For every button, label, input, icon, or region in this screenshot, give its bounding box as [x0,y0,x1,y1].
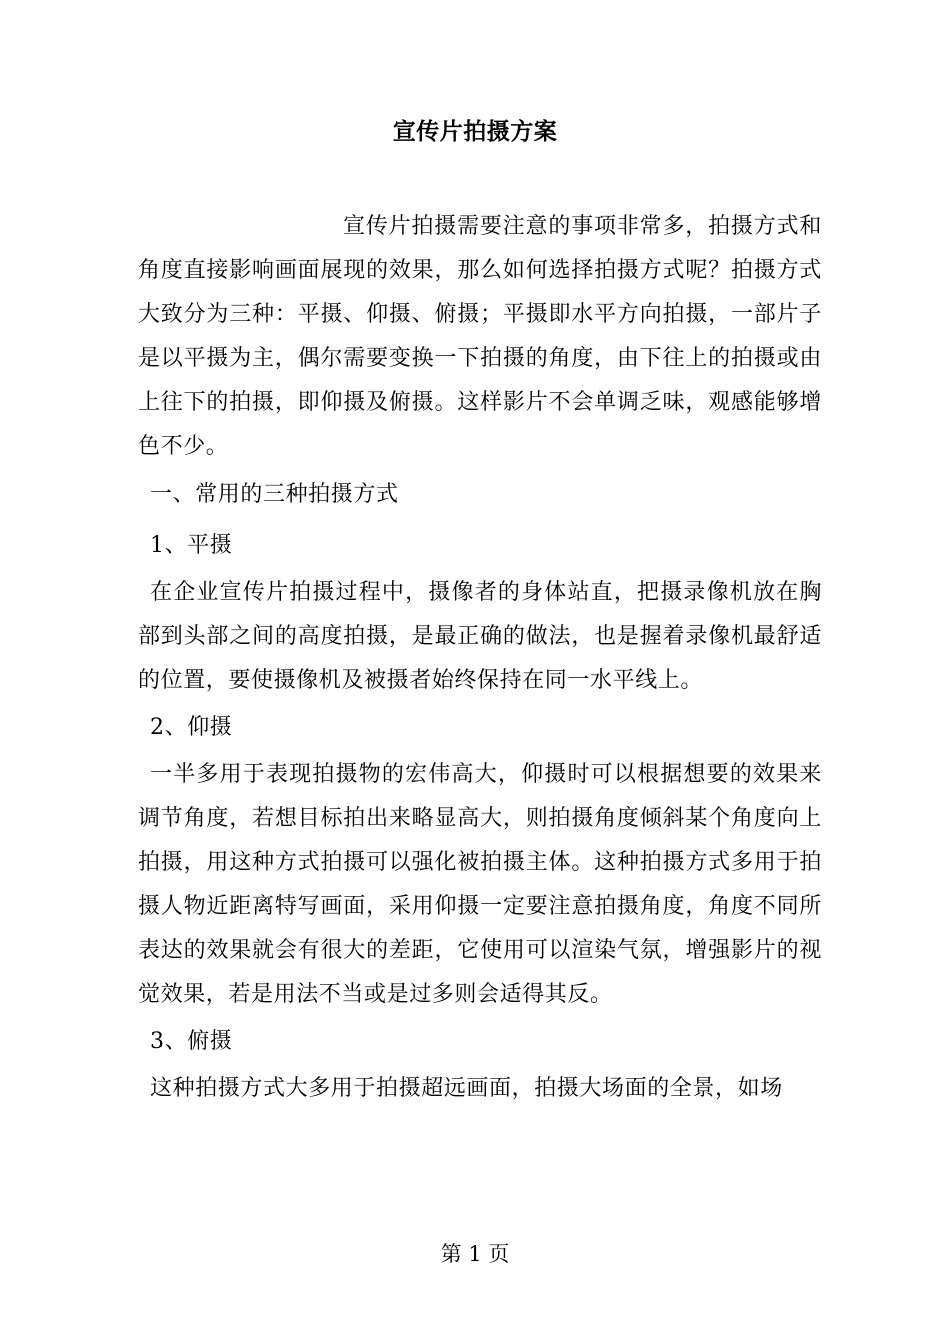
subsection-heading-3: 3、俯摄 [150,1029,233,1054]
document-body [138,205,822,1111]
subsection-heading-2: 2、仰摄 [150,715,233,740]
section-heading: 一、常用的三种拍摄方式 [150,482,399,507]
intro-paragraph: 宣传片拍摄需要注意的事项非常多，拍摄方式和角度直接影响画面展现的效果，那么如何选择拍摄方式呢？拍摄方式大致分为三种：平摄、仰摄、俯摄；平摄即水平方向拍摄，一部片子是以平摄为主，偶尔需要变换一下拍摄的角度，由下往上的拍摄或由上往下的拍摄，即仰摄及俯摄。这样影片不会单调乏味，观感能够增色不少。 [138,214,822,459]
subsection-heading-1: 1、平摄 [150,533,233,558]
document-title: 宣传片拍摄方案 [392,119,558,145]
page-number-footer: 第 1 页 [440,1242,510,1266]
subsection-paragraph-1: 在企业宣传片拍摄过程中，摄像者的身体站直，把摄录像机放在胸部到头部之间的高度拍摄，是最正确的做法，也是握着录像机最舒适的位置，要使摄像机及被摄者始终保持在同一水平线上。 [138,580,822,693]
subsection-paragraph-3: 这种拍摄方式大多用于拍摄超远画面，拍摄大场面的全景，如场 [150,1076,783,1101]
subsection-paragraph-2: 一半多用于表现拍摄物的宏伟高大，仰摄时可以根据想要的效果来调节角度，若想目标拍出来略显高大，则拍摄角度倾斜某个角度向上拍摄，用这种方式拍摄可以强化被拍摄主体。这种拍摄方式多用于拍摄人物近距离特写画面，采用仰摄一定要注意拍摄角度，角度不同所表达的效果就会有很大的差距，它使用可以渲染气氛，增强影片的视觉效果，若是用法不当或是过多则会适得其反。 [138,762,822,1007]
